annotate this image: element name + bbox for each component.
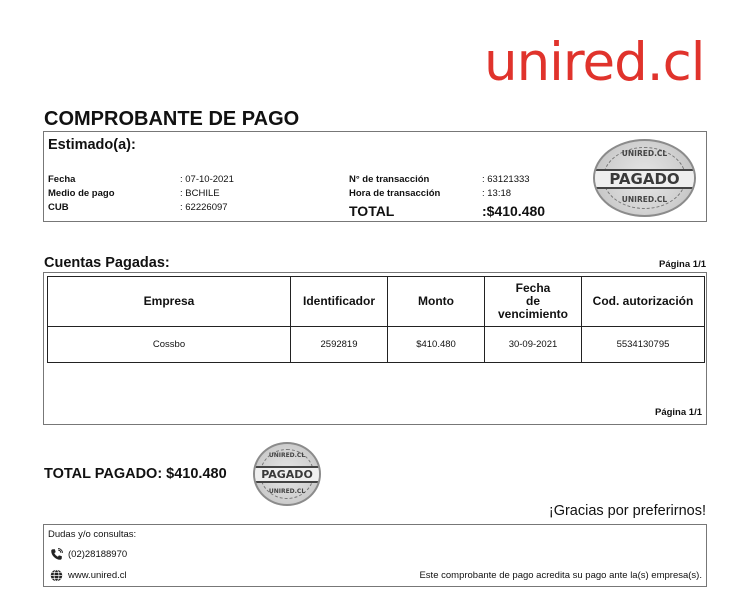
payments-table (47, 276, 705, 363)
header-cod-autorizacion: Cod. autorización (582, 277, 705, 327)
pagado-stamp-small (253, 442, 321, 506)
medio-pago-value: : BCHILE (180, 188, 220, 199)
transaccion-value: : 63121333 (482, 174, 530, 185)
total-pagado: TOTAL PAGADO: $410.480 (44, 466, 227, 482)
page-number-top: Página 1/1 (659, 259, 706, 270)
website-row (50, 569, 127, 582)
cell-cod-autorizacion: 5534130795 (582, 327, 705, 363)
phone-icon (50, 548, 63, 561)
website-link[interactable]: www.unired.cl (68, 570, 127, 581)
stamp-bottom-text: UNIRED.CL (621, 195, 668, 204)
medio-pago-label: Medio de pago (48, 188, 115, 199)
stamp-small-main-text: PAGADO (253, 466, 321, 483)
transaccion-label: N° de transacción (349, 174, 430, 185)
header-fecha-line2: de (525, 294, 540, 308)
cub-label: CUB (48, 202, 69, 213)
stamp-small-bottom-text: UNIRED.CL (268, 488, 306, 495)
header-fecha-vencimiento (485, 277, 582, 327)
header-monto: Monto (388, 277, 485, 327)
cell-empresa: Cossbo (48, 327, 291, 363)
header-identificador: Identificador (291, 277, 388, 327)
table-row (48, 327, 705, 363)
dudas-label: Dudas y/o consultas: (48, 529, 137, 540)
hora-value: : 13:18 (482, 188, 512, 199)
cuentas-title: Cuentas Pagadas: (44, 255, 170, 271)
fecha-value: : 07-10-2021 (180, 174, 234, 185)
cell-monto: $410.480 (388, 327, 485, 363)
total-value: :$410.480 (482, 203, 546, 219)
stamp-small-top-text: UNIRED.CL (268, 452, 306, 459)
header-fecha-line3: vencimiento (497, 307, 569, 321)
globe-icon (50, 569, 63, 582)
phone-number: (02)28188970 (68, 549, 128, 560)
acredita-note: Este comprobante de pago acredita su pago ante la(s) empresa(s). (419, 570, 702, 581)
cell-identificador: 2592819 (291, 327, 388, 363)
contact-footer (43, 524, 707, 587)
header-fecha-line1: Fecha (515, 281, 551, 295)
cell-vencimiento: 30-09-2021 (485, 327, 582, 363)
thank-you-message: ¡Gracias por preferirnos! (548, 503, 706, 519)
header-empresa: Empresa (48, 277, 291, 327)
pagado-stamp (593, 139, 696, 217)
payments-table-box (43, 272, 707, 425)
document-title: COMPROBANTE DE PAGO (44, 108, 300, 130)
unired-logo: unired.cl (484, 32, 705, 93)
greeting: Estimado(a): (48, 137, 136, 153)
total-label: TOTAL (349, 203, 395, 219)
stamp-main-text: PAGADO (593, 169, 696, 189)
stamp-top-text: UNIRED.CL (621, 149, 668, 158)
cub-value: : 62226097 (180, 202, 228, 213)
fecha-label: Fecha (48, 174, 76, 185)
page-number-bottom: Página 1/1 (655, 407, 702, 418)
hora-label: Hora de transacción (349, 188, 441, 199)
phone-row (50, 548, 127, 561)
